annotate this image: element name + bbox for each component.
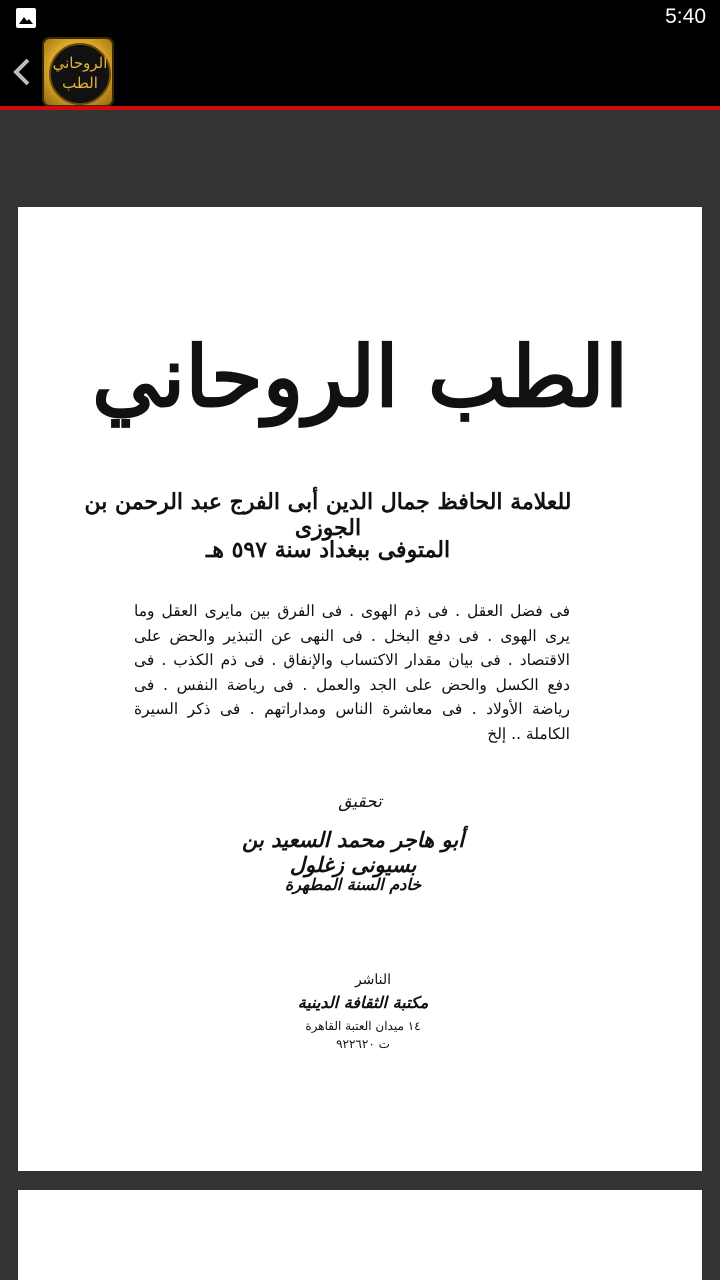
- app-logo: [42, 37, 114, 107]
- publisher-phone: ت ٩٢٢٦٢٠: [336, 1037, 390, 1051]
- book-page[interactable]: [18, 207, 702, 1171]
- publisher-name: مكتبة الثقافة الدينية: [297, 993, 429, 1012]
- publisher-label: الناشر: [354, 972, 392, 988]
- accent-divider: [0, 106, 720, 110]
- logo-text-top: الروحاني: [52, 54, 108, 72]
- editor-title: خادم السنة المطهرة: [284, 875, 422, 894]
- author-line: للعلامة الحافظ جمال الدين أبى الفرج عبد الرحمن بن الجوزى: [84, 489, 572, 541]
- status-bar: [0, 0, 720, 36]
- app-bar: [0, 36, 720, 108]
- edit-label: تحقيق: [338, 792, 382, 812]
- next-book-page[interactable]: [18, 1190, 702, 1280]
- chevron-left-icon[interactable]: [8, 54, 36, 90]
- book-title: الطب الروحاني: [91, 327, 629, 426]
- contents-paragraph: فى فضل العقل . فى ذم الهوى . فى الفرق بين مايرى العقل وما يرى الهوى . فى دفع البخل . فى النهى عن التبذير والحض على الاقتصاد . فى بيان مقدار الاكتساب والإنفاق . فى ذم الكذب . فى دفع الكسل والحض على الجد والعمل . فى رياضة النفس . فى رياضة الأولاد . فى معاشرة الناس ومداراتهم . فى ذكر السيرة الكاملة .. إلخ: [134, 602, 570, 743]
- editor-name: أبو هاجر محمد السعيد بن بسيونى زغلول: [241, 827, 465, 877]
- gallery-icon: [16, 8, 36, 28]
- publisher-address: ١٤ ميدان العتبة القاهرة: [305, 1019, 421, 1033]
- death-line: المتوفى ببغداد سنة ٥٩٧ هـ: [205, 537, 451, 563]
- status-time: 5:40: [665, 5, 706, 28]
- logo-text-bottom: الطب: [62, 74, 98, 92]
